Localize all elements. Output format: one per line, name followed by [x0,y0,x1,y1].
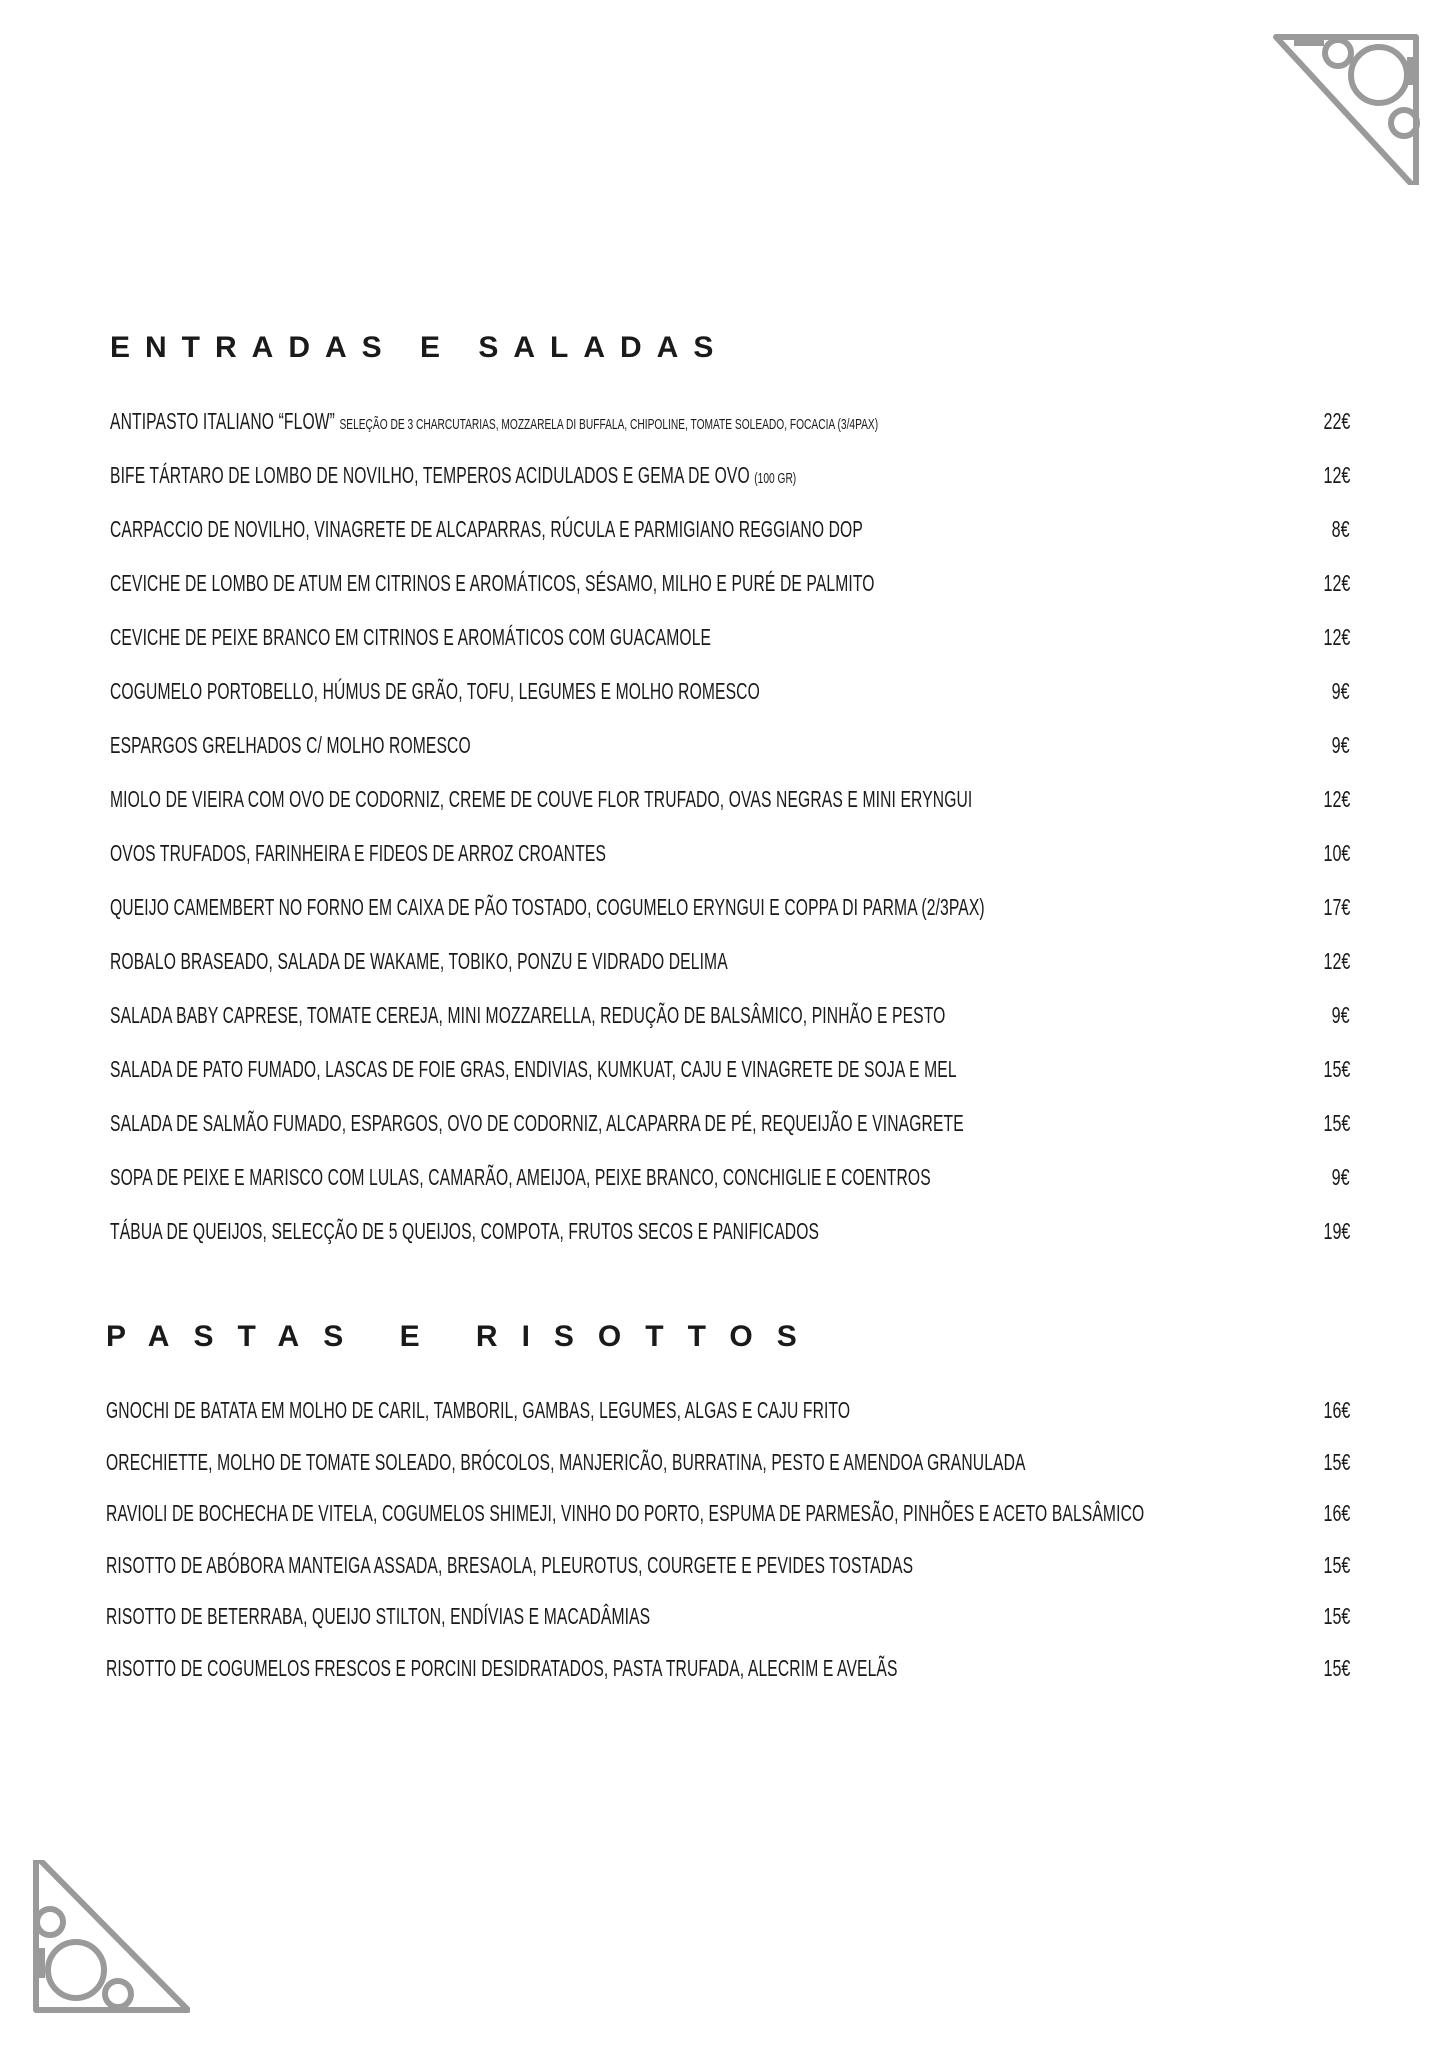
menu-item [110,1150,1350,1204]
menu-item [110,610,1350,664]
menu-item [110,934,1350,988]
menu-item [110,556,1350,610]
item-price: 12€ [1323,948,1350,974]
menu-item [110,502,1350,556]
item-name: CEVICHE DE PEIXE BRANCO EM CITRINOS E AROMÁTICOS COM GUACAMOLE [110,624,712,650]
menu-item [110,772,1350,826]
item-note: (100 GR) [754,470,797,487]
menu-item [110,880,1350,934]
ornament-corner-top-icon [1266,25,1426,185]
item-price: 16€ [1323,1500,1350,1526]
item-price: 15€ [1323,1110,1350,1136]
item-price: 9€ [1332,1002,1350,1028]
item-name: CARPACCIO DE NOVILHO, VINAGRETE DE ALCAPARRAS, RÚCULA E PARMIGIANO REGGIANO DOP [110,516,863,542]
menu-item [106,1591,1350,1643]
item-name: GNOCHI DE BATATA EM MOLHO DE CARIL, TAMBORIL, GAMBAS, LEGUMES, ALGAS E CAJU FRITO [106,1397,851,1423]
menu-item [110,826,1350,880]
menu-item [110,1042,1350,1096]
item-price: 16€ [1323,1397,1350,1423]
item-price: 12€ [1323,570,1350,596]
menu-list [110,394,1350,1258]
item-price: 12€ [1323,462,1350,488]
item-name: SALADA DE SALMÃO FUMADO, ESPARGOS, OVO DE CODORNIZ, ALCAPARRA DE PÉ, REQUEIJÃO E VINAGRETE [110,1110,964,1136]
item-price: 12€ [1323,786,1350,812]
item-name: QUEIJO CAMEMBERT NO FORNO EM CAIXA DE PÃO TOSTADO, COGUMELO ERYNGUI E COPPA DI PARMA (2/3PAX) [110,894,985,920]
item-note: SELEÇÃO DE 3 CHARCUTARIAS, MOZZARELA DI BUFFALA, CHIPOLINE, TOMATE SOLEADO, FOCACIA (3/4PAX) [339,416,879,433]
section-title: PASTAS E RISOTTOS [106,1320,821,1353]
item-name: TÁBUA DE QUEIJOS, SELECÇÃO DE 5 QUEIJOS, COMPOTA, FRUTOS SECOS E PANIFICADOS [110,1218,820,1244]
item-name: BIFE TÁRTARO DE LOMBO DE NOVILHO, TEMPEROS ACIDULADOS E GEMA DE OVO (100 GR) [110,462,797,488]
item-name: RISOTTO DE COGUMELOS FRESCOS E PORCINI DESIDRATADOS, PASTA TRUFADA, ALECRIM E AVELÃS [106,1654,898,1681]
section-pastas-e-risottos [106,1317,1350,1694]
item-name: ROBALO BRASEADO, SALADA DE WAKAME, TOBIKO, PONZU E VIDRADO DELIMA [110,948,728,974]
item-price: 9€ [1332,678,1350,704]
item-price: 10€ [1323,840,1350,866]
item-name: MIOLO DE VIEIRA COM OVO DE CODORNIZ, CREME DE COUVE FLOR TRUFADO, OVAS NEGRAS E MINI ERYNGUI [110,786,973,812]
item-name: ANTIPASTO ITALIANO “FLOW” SELEÇÃO DE 3 CHARCUTARIAS, MOZZARELA DI BUFFALA, CHIPOLINE, TOMATE SOLEADO, FOCACIA (3/4PAX) [110,408,879,434]
item-price: 15€ [1323,1551,1350,1578]
section-entradas-e-saladas [110,328,1350,1258]
item-price: 22€ [1323,408,1350,434]
menu-item [110,664,1350,718]
menu-item [110,394,1350,448]
item-name: ORECHIETTE, MOLHO DE TOMATE SOLEADO, BRÓCOLOS, MANJERICÃO, BURRATINA, PESTO E AMENDOA GRANULADA [106,1448,1026,1475]
menu-item [106,1488,1350,1540]
item-price: 9€ [1332,732,1350,758]
menu-item [110,448,1350,502]
item-name: RISOTTO DE ABÓBORA MANTEIGA ASSADA, BRESAOLA, PLEUROTUS, COURGETE E PEVIDES TOSTADAS [106,1551,914,1578]
item-name: SALADA DE PATO FUMADO, LASCAS DE FOIE GRAS, ENDIVIAS, KUMKUAT, CAJU E VINAGRETE DE SOJA E MEL [110,1056,957,1082]
item-price: 15€ [1323,1654,1350,1681]
item-name: OVOS TRUFADOS, FARINHEIRA E FIDEOS DE ARROZ CROANTES [110,840,607,866]
item-price: 15€ [1323,1448,1350,1475]
item-price: 12€ [1323,624,1350,650]
menu-item [110,1096,1350,1150]
item-price: 9€ [1332,1164,1350,1190]
menu-item [106,1643,1350,1695]
ornament-corner-bottom-icon [30,1860,190,2020]
item-name: CEVICHE DE LOMBO DE ATUM EM CITRINOS E AROMÁTICOS, SÉSAMO, MILHO E PURÉ DE PALMITO [110,570,875,596]
menu-item [110,718,1350,772]
section-title: ENTRADAS E SALADAS [110,331,729,364]
menu-item [106,1437,1350,1489]
item-name: RISOTTO DE BETERRABA, QUEIJO STILTON, ENDÍVIAS E MACADÂMIAS [106,1603,651,1629]
item-price: 15€ [1323,1603,1350,1629]
item-price: 19€ [1323,1218,1350,1244]
item-price: 8€ [1332,516,1350,542]
item-price: 15€ [1323,1056,1350,1082]
item-price: 17€ [1323,894,1350,920]
menu-list [106,1385,1350,1694]
item-name: RAVIOLI DE BOCHECHA DE VITELA, COGUMELOS SHIMEJI, VINHO DO PORTO, ESPUMA DE PARMESÃO, PINHÕES E ACETO BALSÂMICO [106,1500,1145,1526]
menu-item [106,1540,1350,1592]
item-name: ESPARGOS GRELHADOS C/ MOLHO ROMESCO [110,732,471,758]
menu-item [110,1204,1350,1258]
item-name: COGUMELO PORTOBELLO, HÚMUS DE GRÃO, TOFU, LEGUMES E MOLHO ROMESCO [110,678,760,704]
item-name: SALADA BABY CAPRESE, TOMATE CEREJA, MINI MOZZARELLA, REDUÇÃO DE BALSÂMICO, PINHÃO E PESTO [110,1002,946,1028]
menu-item [106,1385,1350,1437]
item-name: SOPA DE PEIXE E MARISCO COM LULAS, CAMARÃO, AMEIJOA, PEIXE BRANCO, CONCHIGLIE E COENTROS [110,1164,931,1190]
menu-item [110,988,1350,1042]
